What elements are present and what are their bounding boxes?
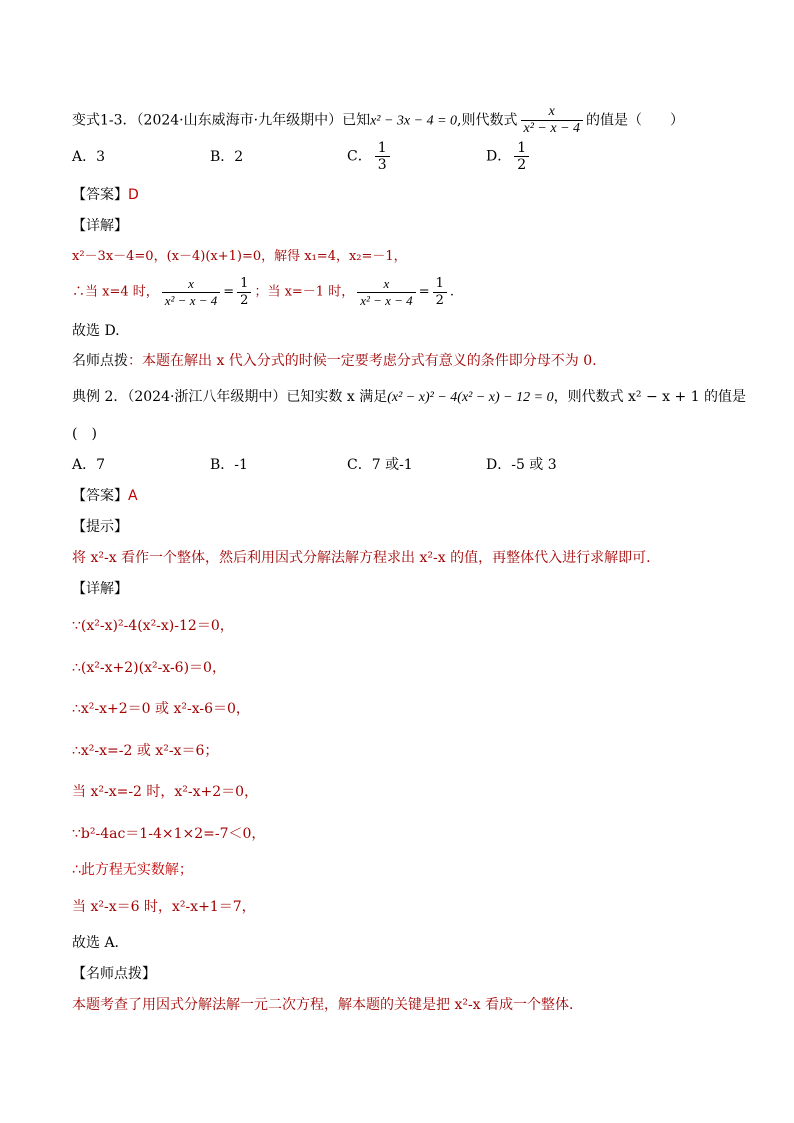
q1-detail-end: . <box>449 284 455 300</box>
q2-step-3: ∴x²-x+2＝0 或 x²-x-6＝0， <box>72 701 250 717</box>
q2-hint-text: 将 x²-x 看作一个整体，然后利用因式分解法解方程求出 x²-x 的值，再整体代入进行求解即可. <box>72 550 651 566</box>
q1-detail-eq-1: = <box>223 284 235 300</box>
q1-fraction-denominator: x² − x − 4 <box>523 121 581 136</box>
q2-detail-header: 【详解】 <box>72 581 128 597</box>
q1-detail-fraction-2-num: x <box>357 276 415 293</box>
q1-detail-eq-2: = <box>418 284 430 300</box>
q1-detail-fraction-1-den: x² − x − 4 <box>164 293 218 308</box>
q2-equation: (x² − x)² − 4(x² − x) − 12 = 0 <box>387 390 554 405</box>
q1-answer-header: 【答案】 <box>72 187 128 203</box>
q1-detail-result-2 <box>433 276 447 309</box>
q2-stem-suffix: ，则代数式 x² − x + 1 的值是 <box>553 389 747 405</box>
q1-conclusion: 故选 D. <box>72 323 120 339</box>
q1-detail-result-1-num: 1 <box>237 276 251 293</box>
q1-detail-line2 <box>72 276 454 309</box>
q1-answer-value: D <box>128 187 139 203</box>
q1-stem-prefix: 变式1-3．（2024·山东威海市·九年级期中）已知 <box>72 112 371 129</box>
q1-fraction-numerator: x <box>521 104 584 121</box>
q2-stem <box>72 388 746 407</box>
q1-option-c-fraction <box>375 140 390 173</box>
q2-option-d: D．-5 或 3 <box>486 457 557 473</box>
q1-detail-header: 【详解】 <box>72 218 128 234</box>
q2-answer-header: 【答案】 <box>72 488 128 504</box>
q1-option-c-label: C． <box>347 148 372 165</box>
q1-option-c-den: 3 <box>377 157 387 173</box>
q1-detail-result-2-num: 1 <box>433 276 447 293</box>
q2-step-2: ∴(x²-x+2)(x²-x-6)＝0， <box>72 660 226 676</box>
q1-detail-fraction-2-den: x² − x − 4 <box>360 293 413 308</box>
q1-stem-mid: ,则代数式 <box>457 112 518 129</box>
q1-detail-result-2-den: 2 <box>435 293 444 308</box>
q2-option-b: B．-1 <box>210 457 248 473</box>
q1-detail-result-1-den: 2 <box>240 293 249 308</box>
q1-stem <box>72 104 684 137</box>
q2-step-5: 当 x²-x=-2 时，x²-x+2＝0， <box>72 784 259 800</box>
q1-tip-text: ：本题在解出 x 代入分式的时候一定要考虑分式有意义的条件即分母不为 0. <box>128 353 597 369</box>
q1-option-d <box>486 140 532 173</box>
q1-detail-when-neg1: ；当 x=－1 时， <box>254 284 355 300</box>
q2-answer-value: A <box>128 488 138 504</box>
q2-step-4: ∴x²-x=-2 或 x²-x＝6； <box>72 743 219 759</box>
q2-step-6: ∵b²-4ac＝1-4×1×2=-7＜0， <box>72 826 266 842</box>
q2-answer <box>72 487 138 505</box>
q1-tip-label: 名师点拨 <box>72 353 128 369</box>
q1-detail-fraction-1-num: x <box>162 276 220 293</box>
q2-step-8: 当 x²-x＝6 时，x²-x+1＝7， <box>72 899 256 915</box>
q1-option-d-den: 2 <box>517 157 527 173</box>
q2-stem-prefix: 典例 2．（2024·浙江八年级期中）已知实数 x 满足 <box>72 389 388 405</box>
q1-fraction <box>521 104 584 137</box>
q1-detail-fraction-1 <box>162 276 220 309</box>
q1-equation: x² − 3x − 4 = 0 <box>370 113 458 129</box>
q2-paren: ( ) <box>72 426 97 442</box>
q1-option-c <box>347 140 393 173</box>
q1-detail-when-4: ∴当 x=4 时， <box>72 284 159 300</box>
q2-option-a: A．7 <box>72 457 106 473</box>
q2-conclusion: 故选 A． <box>72 935 129 951</box>
q2-step-7: ∴此方程无实数解； <box>72 862 193 878</box>
q2-option-c: C．7 或-1 <box>347 457 413 473</box>
q1-detail-line1: x²－3x－4=0，(x－4)(x+1)=0，解得 x₁=4，x₂=－1， <box>72 249 407 264</box>
q1-option-b: B．2 <box>210 149 244 165</box>
q2-step-1: ∵(x²-x)²-4(x²-x)-12＝0， <box>72 618 234 634</box>
q1-option-d-num: 1 <box>514 140 529 157</box>
q1-stem-suffix: 的值是（ ） <box>586 112 685 129</box>
q1-option-d-fraction <box>514 140 529 173</box>
q2-tip-header: 【名师点拨】 <box>72 966 156 982</box>
q1-detail-fraction-2 <box>357 276 415 309</box>
q2-hint-header: 【提示】 <box>72 519 128 535</box>
q1-option-a: A．3 <box>72 149 106 165</box>
q2-tip-text: 本题考查了用因式分解法解一元二次方程，解本题的关键是把 x²-x 看成一个整体． <box>72 997 584 1013</box>
q1-tip <box>72 352 597 370</box>
q1-answer <box>72 186 139 204</box>
q1-detail-result-1 <box>237 276 251 309</box>
q1-option-d-label: D． <box>486 148 512 165</box>
q1-option-c-num: 1 <box>375 140 390 157</box>
